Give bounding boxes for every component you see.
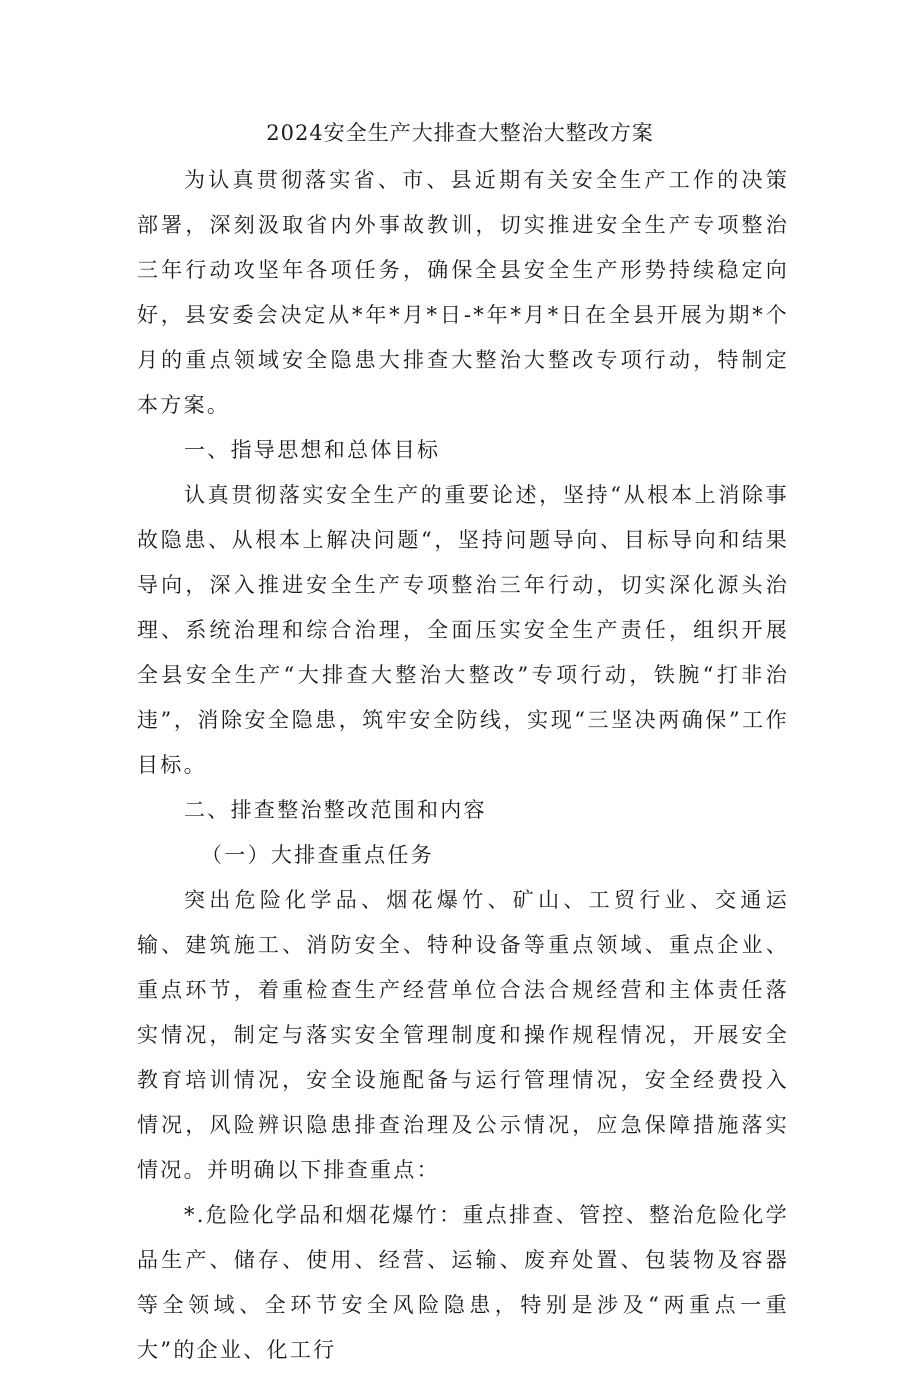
list-item-hazardous-chemicals: *.危险化学品和烟花爆竹：重点排查、管控、整治危险化学品生产、储存、使用、经营、运输、废弃处置、包装物及容器等全领域、全环节安全风险隐患，特别是涉及“两重点一重大”的企业、化工行 xyxy=(137,1203,789,1362)
intro-paragraph: 为认真贯彻落实省、市、县近期有关安全生产工作的决策部署，深刻汲取省内外事故教训，切实推进安全生产专项整治三年行动攻坚年各项任务，确保全县安全生产形势持续稳定向好，县安委会决定从*年*月*日-*年*月*日在全县开展为期*个月的重点领域安全隐患大排查大整治大整改专项行动，特制定本方案。 xyxy=(137,168,789,417)
section-heading-guiding-ideology: 一、指导思想和总体目标 xyxy=(184,438,441,462)
subsection-heading-key-tasks: （一）大排查重点任务 xyxy=(201,843,434,867)
section-body-guiding-ideology: 认真贯彻落实安全生产的重要论述，坚持“从根本上消除事故隐患、从根本上解决问题“，坚持问题导向、目标导向和结果导向，深入推进安全生产专项整治三年行动，切实深化源头治理、系统治理和综合治理，全面压实安全生产责任，组织开展全县安全生产“大排查大整治大整改”专项行动，铁腕“打非治违”，消除安全隐患，筑牢安全防线，实现“三坚决两确保”工作目标。 xyxy=(137,483,789,777)
document-title: 2024安全生产大排查大整治大整改方案 xyxy=(266,121,654,145)
subsection-body-key-tasks: 突出危险化学品、烟花爆竹、矿山、工贸行业、交通运输、建筑施工、消防安全、特种设备等重点领域、重点企业、重点环节，着重检查生产经营单位合法合规经营和主体责任落实情况，制定与落实安全管理制度和操作规程情况，开展安全教育培训情况，安全设施配备与运行管理情况，安全经费投入情况，风险辨识隐患排查治理及公示情况，应急保障措施落实情况。并明确以下排查重点： xyxy=(137,888,789,1182)
section-heading-scope-content: 二、排查整治整改范围和内容 xyxy=(184,798,487,822)
document-body xyxy=(137,158,789,1373)
